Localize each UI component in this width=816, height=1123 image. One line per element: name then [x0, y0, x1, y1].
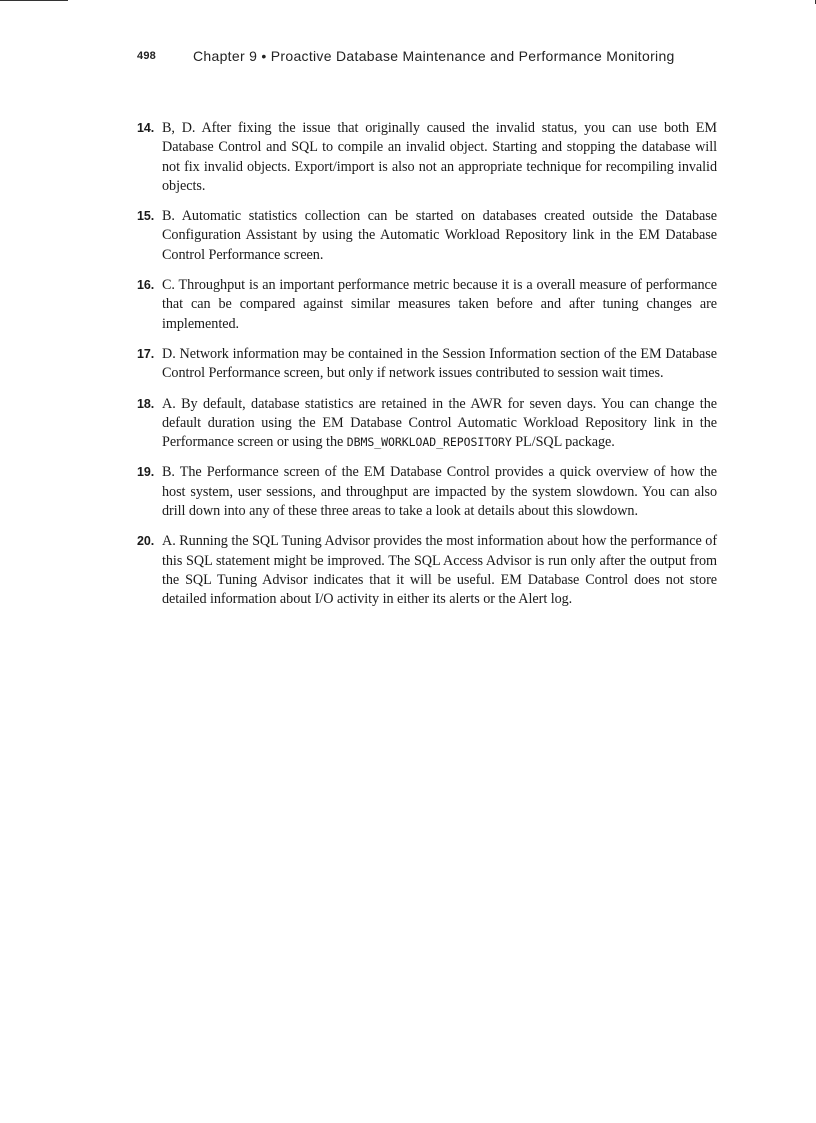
answer-list — [137, 119, 717, 621]
answer-text: B. Automatic statistics collection can be started on databases created outside the Database Configuration Assistant by using the Automatic Workload Repository link in the EM Database Control Performance screen. — [162, 208, 717, 263]
answer-number: 15. — [137, 209, 155, 224]
answer-17 — [137, 345, 717, 384]
answer-text-after-code: PL/SQL package. — [511, 434, 615, 451]
answer-text: A. Running the SQL Tuning Advisor provides the most information about how the performance of this SQL statement might be improved. The SQL Access Advisor is run only after the output from the SQL Tuning Advisor indicates that it will be useful. EM Database Control does not store detailed information about I/O activity in either its alerts or the Alert log. — [162, 533, 717, 608]
answer-text: B. The Performance screen of the EM Database Control provides a quick overview of how the host system, user sessions, and throughput are impacted by the system slowdown. You can also drill down into any of these three areas to take a look at details about this slowdown. — [162, 464, 717, 520]
running-header — [137, 48, 737, 68]
chapter-title: Chapter 9 • Proactive Database Maintenance and Performance Monitoring — [193, 48, 675, 64]
answer-text: D. Network information may be contained in the Session Information section of the EM Database Control Performance screen, but only if network issues contributed to session wait times. — [162, 345, 717, 382]
answer-number: 14. — [137, 121, 155, 135]
answer-15 — [137, 207, 717, 265]
answer-number: 17. — [137, 346, 155, 361]
answer-number: 16. — [137, 278, 155, 293]
answer-text: C. Throughput is an important performance metric because it is a overall measure of performance that can be compared against similar measures taken before and after tuning changes are implemented. — [162, 277, 717, 332]
code-package-name: DBMS_WORKLOAD_REPOSITORY — [346, 435, 512, 450]
answer-number: 18. — [137, 396, 155, 411]
answer-number: 19. — [137, 465, 155, 480]
answer-19 — [137, 463, 717, 521]
answer-20 — [137, 532, 717, 609]
answer-text: B, D. After fixing the issue that originally caused the invalid status, you can use both EM Database Control and SQL to compile an invalid object. Starting and stopping the database will not fix invalid objects. Export/import is also not an appropriate technique for recompiling invalid objects. — [162, 120, 717, 194]
crop-mark — [0, 0, 68, 1]
answer-number: 20. — [137, 534, 155, 549]
answer-text-before-code: A. By default, database statistics are retained in the AWR for seven days. You can change the default duration using the EM Database Control Automatic Workload Repository link in the Performance screen or using the — [162, 395, 717, 451]
answer-14 — [137, 119, 717, 196]
answer-18 — [137, 395, 717, 453]
page-number: 498 — [137, 50, 156, 62]
answer-16 — [137, 276, 717, 334]
